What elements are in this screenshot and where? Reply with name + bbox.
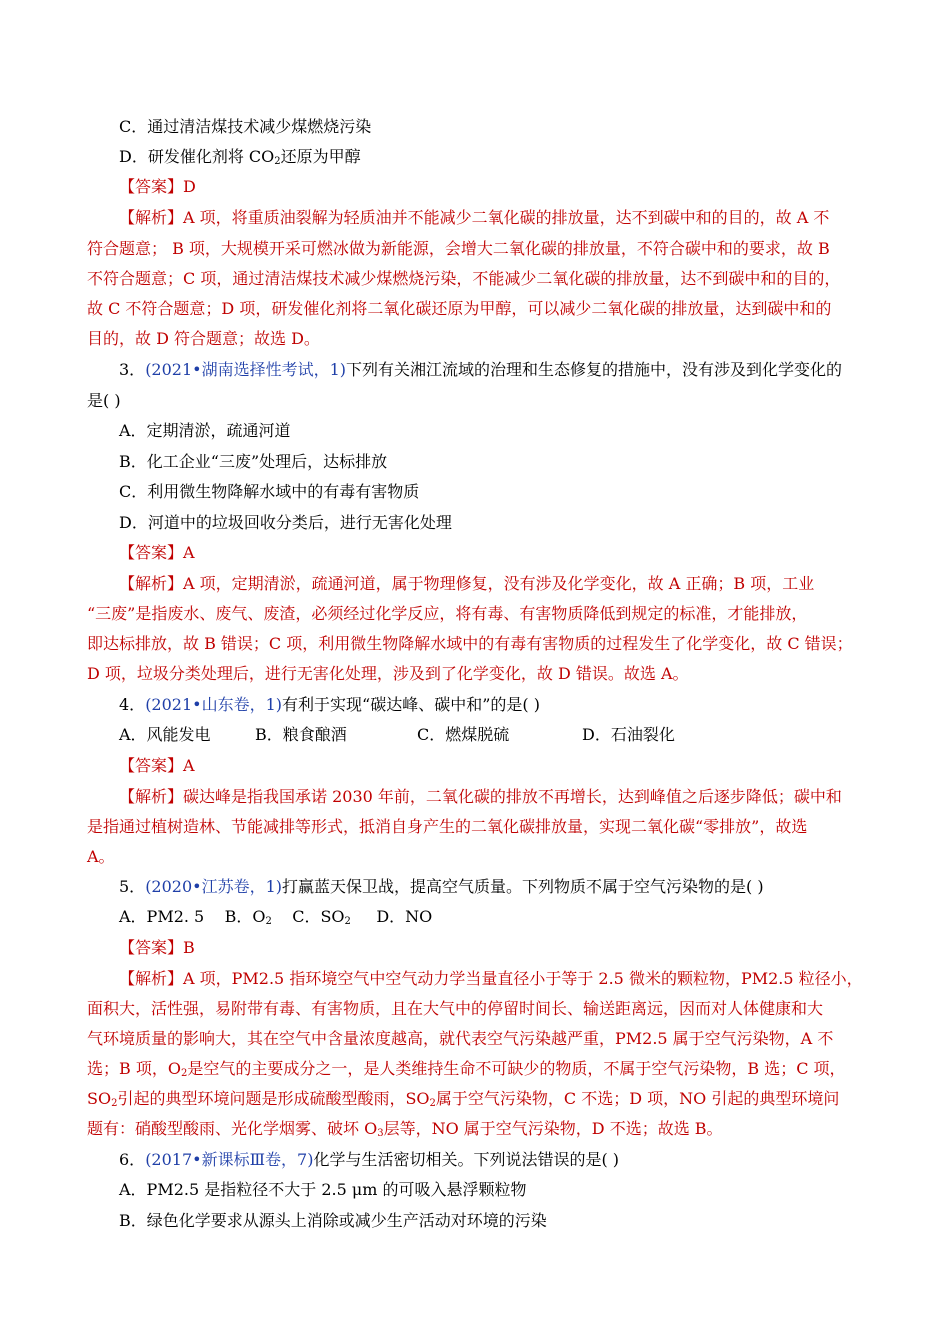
question-number: 6．: [119, 1150, 146, 1169]
option-c: C．燃煤脱硫: [417, 725, 510, 744]
option-d-text-tail: 还原为甲醇: [280, 147, 361, 166]
analysis-text: 选；B 项，O: [87, 1059, 181, 1078]
subscript: 2: [180, 1068, 188, 1079]
answer: 【答案】A: [119, 543, 195, 562]
question-source: (2020•江苏卷，1): [145, 877, 283, 896]
question-number: 5．: [119, 877, 146, 896]
question-text: 有利于实现“碳达峰、碳中和”的是( ): [282, 695, 540, 714]
analysis-line: 气环境质量的影响大，其在空气中含量浓度越高，就代表空气污染越严重，PM2.5 属于空气污染物，A 不: [87, 1029, 834, 1048]
question-number: 4．: [119, 695, 146, 714]
subscript: 2: [265, 916, 272, 927]
subscript: 2: [274, 156, 281, 167]
option-d: D．NO: [376, 907, 433, 926]
subscript: 2: [429, 1098, 436, 1109]
analysis-line: [87, 1119, 723, 1139]
analysis-line: 目的，故 D 符合题意；故选 D。: [87, 329, 320, 348]
option-b: B．化工企业“三废”处理后，达标排放: [119, 452, 388, 471]
option-c: C．利用微生物降解水域中的有毒有害物质: [119, 482, 420, 501]
subscript: 2: [111, 1098, 118, 1109]
option-b-text: B．O: [224, 907, 266, 926]
option-a: A．PM2.5 是指粒径不大于 2.5 μm 的可吸入悬浮颗粒物: [119, 1180, 527, 1199]
option-c-text: C．SO: [292, 907, 345, 926]
option-d: D．石油裂化: [582, 725, 675, 744]
analysis-text: 是空气的主要成分之一，是人类维持生命不可缺少的物质，不属于空气污染物，B 选；C 项，: [187, 1059, 846, 1078]
question-text: 化学与生活密切相关。下列说法错误的是( ): [313, 1150, 620, 1169]
option-b: B．粮食酿酒: [255, 725, 347, 744]
analysis-line: 是指通过植树造林、节能减排等形式，抵消自身产生的二氧化碳排放量，实现二氧化碳“零排放”，故选: [87, 817, 808, 836]
option-d-text: D．研发催化剂将 CO: [119, 147, 275, 166]
analysis-line: 【解析】A 项，定期清淤，疏通河道，属于物理修复，没有涉及化学变化，故 A 正确；B 项，工业: [119, 574, 815, 593]
question-5-stem: [119, 877, 764, 897]
answer: 【答案】D: [119, 177, 196, 196]
analysis-text: 层等，NO 属于空气污染物，D 不选；故选 B。: [383, 1119, 723, 1138]
analysis-line: D 项，垃圾分类处理后，进行无害化处理，涉及到了化学变化，故 D 错误。故选 A。: [87, 664, 689, 683]
option-d: [119, 147, 361, 167]
analysis-line: 故 C 不符合题意；D 项，研发催化剂将二氧化碳还原为甲醇，可以减少二氧化碳的排放量，达到碳中和的: [87, 299, 832, 318]
subscript: 3: [377, 1128, 384, 1139]
question-3-stem-cont: 是( ): [87, 391, 121, 410]
option-d: D．河道中的垃圾回收分类后，进行无害化处理: [119, 513, 452, 532]
option-c: C．通过清洁煤技术减少煤燃烧污染: [119, 117, 372, 136]
option-a: A．定期清淤，疏通河道: [119, 421, 291, 440]
analysis-line: “三废”是指废水、废气、废渣，必须经过化学反应，将有毒、有害物质降低到规定的标准，才能排放，: [87, 604, 808, 623]
analysis-line: 符合题意； B 项，大规模开采可燃冰做为新能源，会增大二氧化碳的排放量，不符合碳中和的要求，故 B: [87, 239, 830, 258]
question-source: (2021•湖南选择性考试，1): [145, 360, 347, 379]
question-number: 3．: [119, 360, 146, 379]
question-text: 下列有关湘江流域的治理和生态修复的措施中，没有涉及到化学变化的: [346, 360, 843, 379]
option-b: [225, 907, 272, 926]
analysis-line: [87, 1059, 846, 1079]
analysis-line: 【解析】碳达峰是指我国承诺 2030 年前，二氧化碳的排放不再增长，达到峰值之后逐步降低；碳中和: [119, 787, 842, 806]
question-4-stem: [119, 695, 540, 715]
analysis-text: 题有：硝酸型酸雨、光化学烟雾、破坏 O: [87, 1119, 378, 1138]
option-a: A．PM2. 5: [119, 907, 205, 926]
question-source: (2021•山东卷，1): [145, 695, 283, 714]
question-6-stem: [119, 1150, 619, 1170]
analysis-line: 即达标排放，故 B 错误；C 项，利用微生物降解水域中的有毒有害物质的过程发生了化学变化，故 C 错误；: [87, 634, 853, 653]
question-source: (2017•新课标Ⅲ卷，7): [145, 1150, 314, 1169]
analysis-line: A。: [87, 847, 115, 866]
analysis-line: 不符合题意；C 项，通过清洁煤技术减少煤燃烧污染，不能减少二氧化碳的排放量，达不到碳中和的目的，: [87, 269, 841, 288]
question-5-options: [119, 907, 432, 927]
option-c: [292, 907, 351, 926]
analysis-line: 面积大，活性强，易附带有毒、有害物质，且在大气中的停留时间长、输送距离远，因而对人体健康和大: [87, 999, 824, 1018]
analysis-text: SO: [87, 1089, 112, 1108]
option-a: A．风能发电: [119, 725, 211, 744]
answer: 【答案】A: [119, 756, 195, 775]
analysis-line: 【解析】A 项，将重质油裂解为轻质油并不能减少二氧化碳的排放量，达不到碳中和的目的，故 A 不: [119, 208, 830, 227]
option-b: B．绿色化学要求从源头上消除或减少生产活动对环境的污染: [119, 1211, 547, 1230]
analysis-text: 属于空气污染物，C 不选；D 项，NO 引起的典型环境问: [435, 1089, 840, 1108]
subscript: 2: [344, 916, 351, 927]
analysis-line: 【解析】A 项，PM2.5 指环境空气中空气动力学当量直径小于等于 2.5 微米的颗粒物，PM2.5 粒径小，: [119, 969, 863, 988]
question-text: 打赢蓝天保卫战，提高空气质量。下列物质不属于空气污染物的是( ): [282, 877, 764, 896]
question-3-stem: [119, 360, 842, 380]
analysis-text: 引起的典型环境问题是形成硫酸型酸雨，SO: [117, 1089, 430, 1108]
analysis-line: [87, 1089, 839, 1109]
answer: 【答案】B: [119, 938, 195, 957]
